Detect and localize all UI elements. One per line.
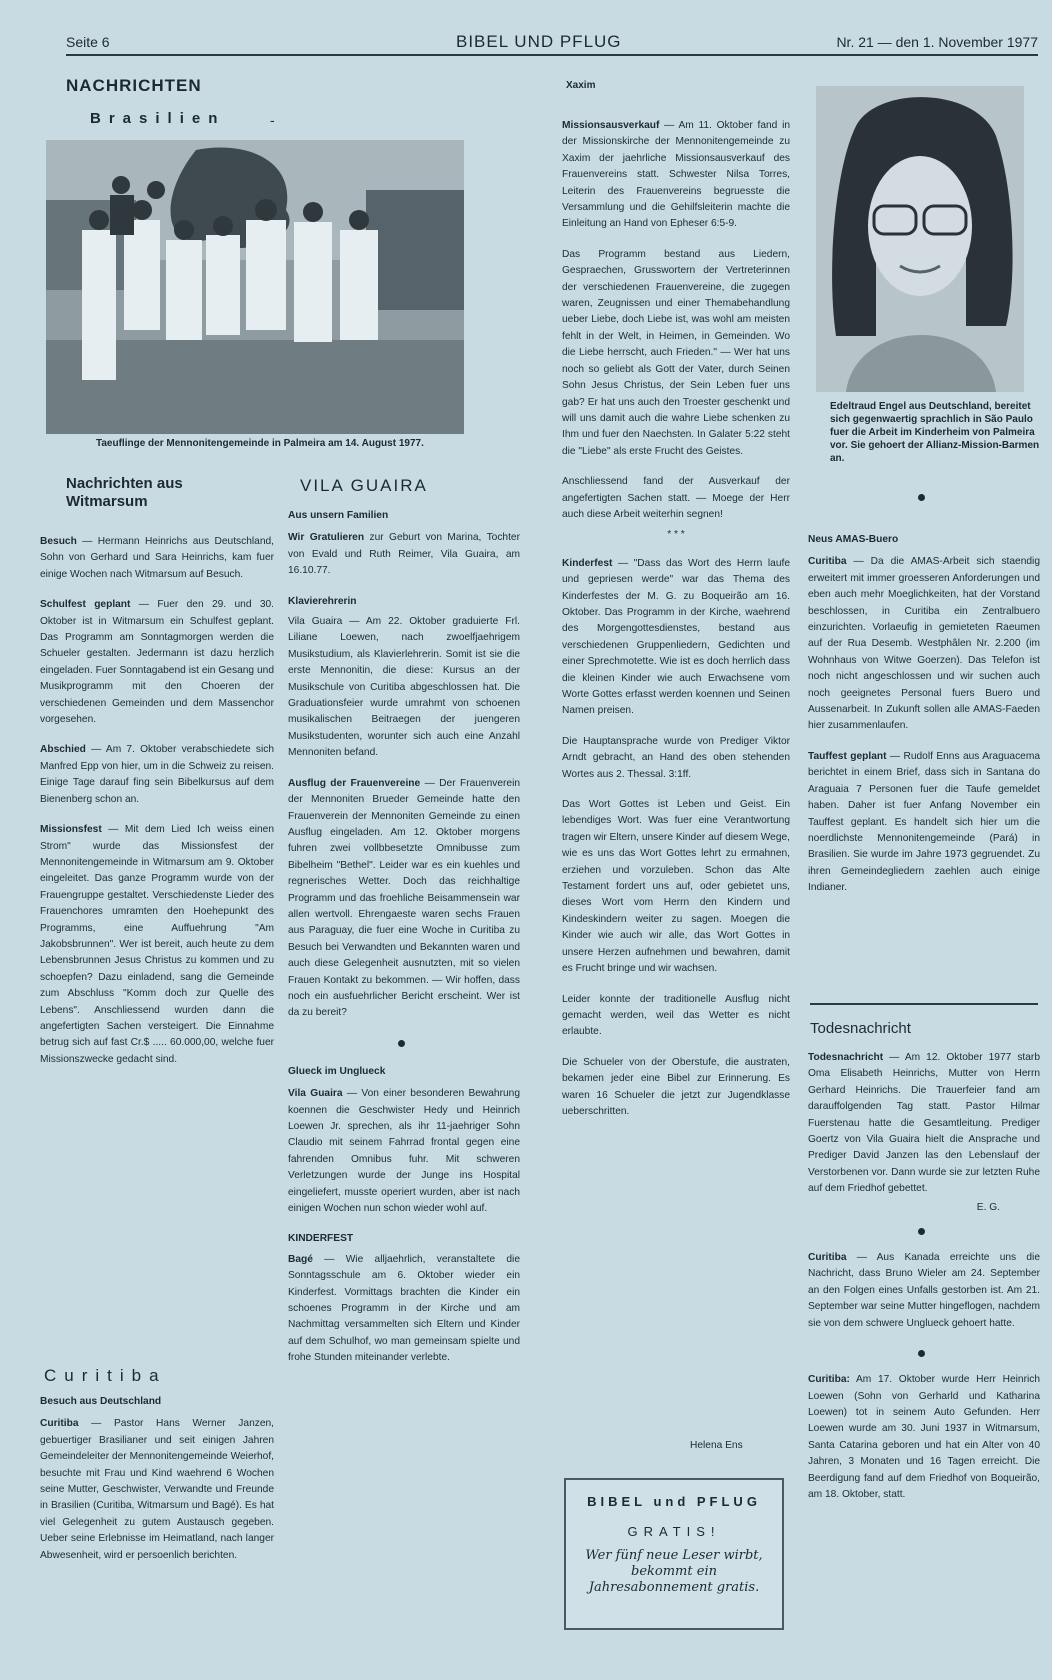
section-title: NACHRICHTEN <box>66 76 202 95</box>
page-number: Seite 6 <box>66 34 110 50</box>
article-paragraph: Das Programm bestand aus Liedern, Gespraechen, Grusswortern der Vertreterinnen der verschiedenen Frauenvereine, die zugegen waren, Zeugnissen und einer Themabehandlung ueber Liebe, doch Liebe ist, was wohl am meisten fehlt in der Welt, in Heimen, in Gemeinden. Wo die Liebe herrscht, auch Frieden." — Wer hat uns noch so geliebt als Gott der Vater, durch Seinen Sohn Jesus Christus, der Sein Leben fuer uns gab? Er hat uns auch den Troester geschenkt und will uns damit auch die wahre Liebe schenken zu Ihm und fuer den Naechsten. In Galater 5:22 steht die "Liebe" als erste Frucht des Geistes. <box>562 248 790 457</box>
article-paragraph: Wir Gratulieren zur Geburt von Marina, Tochter von Evald und Ruth Reimer, Vila Guaira, am 16.10.77. <box>288 532 520 577</box>
article-paragraph: Abschied — Am 7. Oktober verabschiedete sich Manfred Epp von hier, um in die Schweiz zu reisen. Einige Tage darauf fing sein Bibelkursus auf dem Bienenberg schon an. <box>40 744 274 805</box>
curitiba-column <box>40 1394 274 1578</box>
article-paragraph: Vila Guaira — Am 22. Oktober graduierte Frl. Liliane Loewen, nach zwoelfjaehrigem Musikstudium, als Klavierlehrerin. Somit ist sie die erste Mennonitin, die diese: Kursus an der Musikschule von Curitiba abgeschlossen hat. Die Graduationsfeier wurde umrahmt von schoenen musikalischen Beitraegen der juengeren Musikstudenten, worunter sich auch eine Anzahl Mennoniten befand. <box>288 616 520 759</box>
separator <box>808 1346 1040 1364</box>
obituary-column <box>808 1050 1040 1517</box>
article-paragraph: Bagé — Wie alljaehrlich, veranstaltete die Sonntagsschule am 6. Oktober wieder ein Kinderfest. Vormittags brachten die Kinder ein schoenes Programm in der Kirche und am Nachmittag versammelten sich Eltern und Kinder auf dem Schulhof, wo man gemeinsam spielte und frohe Stunden miteinander verlebte. <box>288 1253 520 1364</box>
portrait-caption: Edeltraud Engel aus Deutschland, bereitet sich gegenwaertig sprachlich in São Paulo fuer die Arbeit im Kinderheim von Palmeira vor. Sie gehoert der Allianz-Mission-Barmen an. <box>830 401 1040 464</box>
article-paragraph: Curitiba — Aus Kanada erreichte uns die Nachricht, dass Bruno Wieler am 24. September an den Folgen eines Unfalls gestorben ist. Am 21. September war seine Mutter hingeflogen, nachdem sie von dem schwere Unglueck gehoert hatte. <box>808 1252 1040 1329</box>
subscription-ad-box <box>564 1478 784 1630</box>
section-dash: - <box>270 112 275 128</box>
ad-text: Wer fünf neue Leser wirbt, bekommt ein Jahresabonnement gratis. <box>585 1548 763 1595</box>
article-subheading: Neus AMAS-Buero <box>808 534 899 545</box>
article-paragraph: Das Wort Gottes ist Leben und Geist. Ein lebendiges Wort. Was fuer eine Verantwortung tragen wir Eltern, unsere Kinder auf diesem Wege, wie es uns das Wort Gottes lehrt zu ermahnen, erziehen und vorzuleben. Schon das Alte Testament fordert uns auf, oder gebietet uns, dieses Wort vom Herrn den Kindern und Kindeskindern weiter zu sagen. Moegen die Kinder wie auch wir alle, das Wort Gottes in unsere Herzen aufnehmen und bewahren, damit es Frucht bringe und wir wachsen. <box>562 799 791 975</box>
separator <box>808 1224 1040 1242</box>
article-paragraph: Curitiba — Pastor Hans Werner Janzen, gebuertiger Brasilianer und seit einigen Jahren Gemeindeleiter der Mennonitengemeinde Weierhof, besuchte mit Frau und Kind waehrend 6 Wochen seine Mutter, Geschwister, Verwandte und Freunde in Brasilien (Curitiba, Witmarsum und Bagé). Es hat viel Gelegenheit zu gutem Austausch gegeben. Ueber seine Erlebnisse im Heimatland, nach langer Abwesenheit, wird er persoenlich berichten. <box>40 1418 274 1561</box>
article-paragraph: Leider konnte der traditionelle Ausflug nicht gemacht werden, weil das Wetter es nicht erlaubte. <box>562 993 790 1038</box>
xaxim-heading: Xaxim <box>566 80 596 91</box>
separator <box>288 1036 520 1054</box>
separator-dot-icon <box>918 1228 925 1235</box>
separator-dot-icon <box>398 1040 405 1047</box>
page-header <box>66 32 1038 56</box>
article-paragraph: Die Hauptansprache wurde von Prediger Viktor Arndt gebracht, an Hand des oben stehenden Wortes aus 2. Thessal. 3:1ff. <box>562 735 790 780</box>
article-paragraph: Missionsfest — Mit dem Lied Ich weiss einen Strom" wurde das Missionsfest der Mennonitengemeinde in Witmarsum am 9. Oktober eingeleitet. Das ganze Programm wurde von der Frauengruppe gestaltet. Verschiedenste Lieder des Frauenchores umramten den Hoehepunkt des Programms, eine Auffuehrung "Am Jakobsbrunnen". Wer ist bereit, auch heute zu dem Lebensbrunnen Jesus Christus zu kommen und zu schoepfen? Dazu einladend, sang die Gemeinde zum Abschluss "Komm doch zur Quelle des Lebens". Anschliessend wurden dann die angefertigten Sachen versteigert. Die Einnahme betrug sich auf fast Cr.$ ..... 60.000,00, welche fuer Missionszwecke gedacht sind. <box>40 824 274 1065</box>
curitiba-heading: Curitiba <box>44 1366 167 1385</box>
article-subheading: KINDERFEST <box>288 1233 354 1245</box>
column-rule <box>810 1003 1038 1005</box>
witmarsum-column <box>40 534 274 1082</box>
xaxim-column <box>562 118 790 1134</box>
photo-caption: Taeuflinge der Mennonitengemeinde in Palmeira am 14. August 1977. <box>96 438 424 449</box>
article-paragraph: Tauffest geplant — Rudolf Enns aus Araguacema berichtet in einem Brief, dass sich in Santana do Araguaia 7 Personen fuer die Taufe gemeldet haben. Daher ist fuer Anfang November ein Tauffest geplant. Es handelt sich hier um die noerdlichste Mennonitengemeinde (Pará) in Brasilien. Sie wurde im Jahre 1973 gegruendet. Zu ihren Gemeindegliedern zaehlen auch einige Indianer. <box>808 750 1040 894</box>
article-paragraph: Besuch — Hermann Heinrichs aus Deutschland, Sohn von Gerhard und Sara Heinrichs, kam fuer einige Wochen nach Witmarsum auf Besuch. <box>40 536 274 580</box>
article-paragraph: Kinderfest — "Dass das Wort des Herrn laufe und gepriesen werde" war das Thema des Kinderfestes der M. G. zu Boqueirão am 16. Oktober. Das Programm in der Kirche, waehrend des Morgengottesdienstes, bestand aus verschiedenen Gruppenliedern, Gedichten und einer Sprechmotette. Wie ist es doch herrlich dass die kleinen Kinder wie auch Erwachsene vom Worte Gottes erfasst werden koennen und Seinen Namen preisen. <box>562 557 790 717</box>
separator-dot-icon <box>918 494 925 501</box>
vila-guaira-heading: VILA GUAIRA <box>300 476 428 495</box>
article-subheading: Glueck im Unglueck <box>288 1065 386 1077</box>
article-paragraph: Curitiba: Am 17. Oktober wurde Herr Heinrich Loewen (Sohn von Gerharld und Katharina Loewen) tot in seinem Auto Gefunden. Herr Loewen wurde am 30. Juni 1937 in Witmarsum, Santa Catarina geboren und hat ein Alter von 40 Jahren, 3 Monaten und 16 Tagen erreicht. Die Beerdigung fand auf dem Friedhof von Boqueirão, am 18. Oktober, statt. <box>808 1374 1040 1500</box>
article-subheading: Besuch aus Deutschland <box>40 1396 162 1407</box>
issue-date: Nr. 21 — den 1. November 1977 <box>836 34 1038 50</box>
portrait-photo <box>816 86 1024 392</box>
article-paragraph: Anschliessend fand der Ausverkauf der angefertigten Sachen statt. — Moege der Herr auch diese Arbeit weiterhin segnen! <box>562 476 790 520</box>
section-subtitle: Brasilien <box>90 110 226 127</box>
article-paragraph: Todesnachricht — Am 12. Oktober 1977 starb Oma Elisabeth Heinrichs, Mutter von Herrn Gerhard Heinrichs. Die Trauerfeier fand am darauffolgenden Tag statt. Pastor Hilmar Fuerstenau hatte die Gesamtleitung. Prediger Goertz von Vila Guaira hielt die Ansprache und Prediger David Janzen las den Lebenslauf der Verstorbenen vor. Dann wurde sie zur letzten Ruhe auf dem Friedhof gebettet. <box>808 1052 1040 1195</box>
amas-column <box>808 532 1040 911</box>
witmarsum-heading: Nachrichten aus Witmarsum <box>66 475 183 510</box>
article-paragraph: Die Schueler von der Oberstufe, die austraten, bekamen jeder eine Bibel zur Erinnerung. Es waren 16 Schueler die jetzt zur Jugendklasse ueberschritten. <box>562 1056 790 1117</box>
baptism-group-photo <box>46 140 464 434</box>
vila-guaira-column <box>288 508 520 1381</box>
author-signature: Helena Ens <box>690 1440 743 1451</box>
article-paragraph: Missionsausverkauf — Am 11. Oktober fand in der Missionskirche der Mennonitengemeinde zu Xaxim der jaehrliche Missionsausverkauf des Frauenvereins statt. Schwester Nilsa Torres, Leiterin des Frauenvereins begruesste die Versammlung und die Gehilfsleiterin machte die Einleitung an Hand von Epheser 6:5-9. <box>562 120 790 230</box>
article-paragraph: Ausflug der Frauenvereine — Der Frauenverein der Mennoniten Brueder Gemeinde hatte den Frauenverein der Mennoniten Gemeinde zu einen Ausflug eingeladen. Am 12. Oktober morgens fuhren zwei vollbbesetzte Omnibusse zum Bibelheim "Bethel". Leider war es ein kuehles und regnerisches Wetter. Doch das reichhaltige Programm und das froehliche Beisammensein war allen wertvoll. Ehrengaeste waren sechs Frauen aus Paraguay, die fuer eine Woche in Curitiba zu Besuch bei Verwandten und Bekannten waren und auch diese Gelegenheit ausnutzten, mit so vielen Frauen Kontakt zu bekommen. — Wir hoffen, dass noch ein ausfuehrlicher Bericht erscheint. Wer ist da zu bereit? <box>288 777 521 1019</box>
article-paragraph: Curitiba — Da die AMAS-Arbeit sich staendig erweitert mit immer groesseren Anforderungen und eben auch mehr Moeglichkeiten, hat der Vorstand beschlossen, in Curitiba ein Zentralbuero einzurichten. Vorlaeufig in gemieteten Raeumen auf der Rua Desemb. Westphâlen Nr. 2.200 (im Wohnhaus von Witwe Goerzen). Das Telefon ist noch nicht angeschlossen und wir suchen auch noch geeignetes Personal fuers Buero und Aussenarbeit. In Zukunft sollen alle AMAS-Faeden hier zusammenlaufen. <box>808 556 1040 732</box>
ad-title: BIBEL und PFLUG <box>587 1494 761 1509</box>
article-paragraph: Vila Guaira — Von einer besonderen Bewahrung koennen die Geschwister Hedy und Heinrich Loewen Jr. sprechen, als ihr 11-jaehriger Sohn Claudio mit seinem Fahrrad frontal gegen eine fahrenden Omnibus fuhr. Mit schweren Verletzungen wurde der Junge ins Hospital eingeliefert, musste operiert wurden, aber ist nach einigen Wochen nun schon wieder wohl auf. <box>288 1088 520 1215</box>
separator-dot-icon <box>918 1350 925 1357</box>
ad-gratis: GRATIS! <box>627 1524 721 1539</box>
stars-separator: * * * <box>667 529 685 541</box>
author-signature: E. G. <box>976 1201 1000 1213</box>
masthead-title: BIBEL UND PFLUG <box>456 32 622 51</box>
article-subheading: Klavierehrerin <box>288 595 357 607</box>
obituary-heading: Todesnachricht <box>810 1020 911 1037</box>
article-subheading: Aus unsern Familien <box>288 510 389 521</box>
article-paragraph: Schulfest geplant — Fuer den 29. und 30. Oktober ist in Witmarsum ein Schulfest geplant. Das Programm am Sonntagmorgen werden die Schueler gestalten. Jedermann ist dazu herzlich eingeladen. Fuer Sonntagabend ist ein Gesang und Musikprogramm mit den Choeren der verschiedenen Gemeinden und dem Massenchor vorgesehen. <box>40 599 274 726</box>
